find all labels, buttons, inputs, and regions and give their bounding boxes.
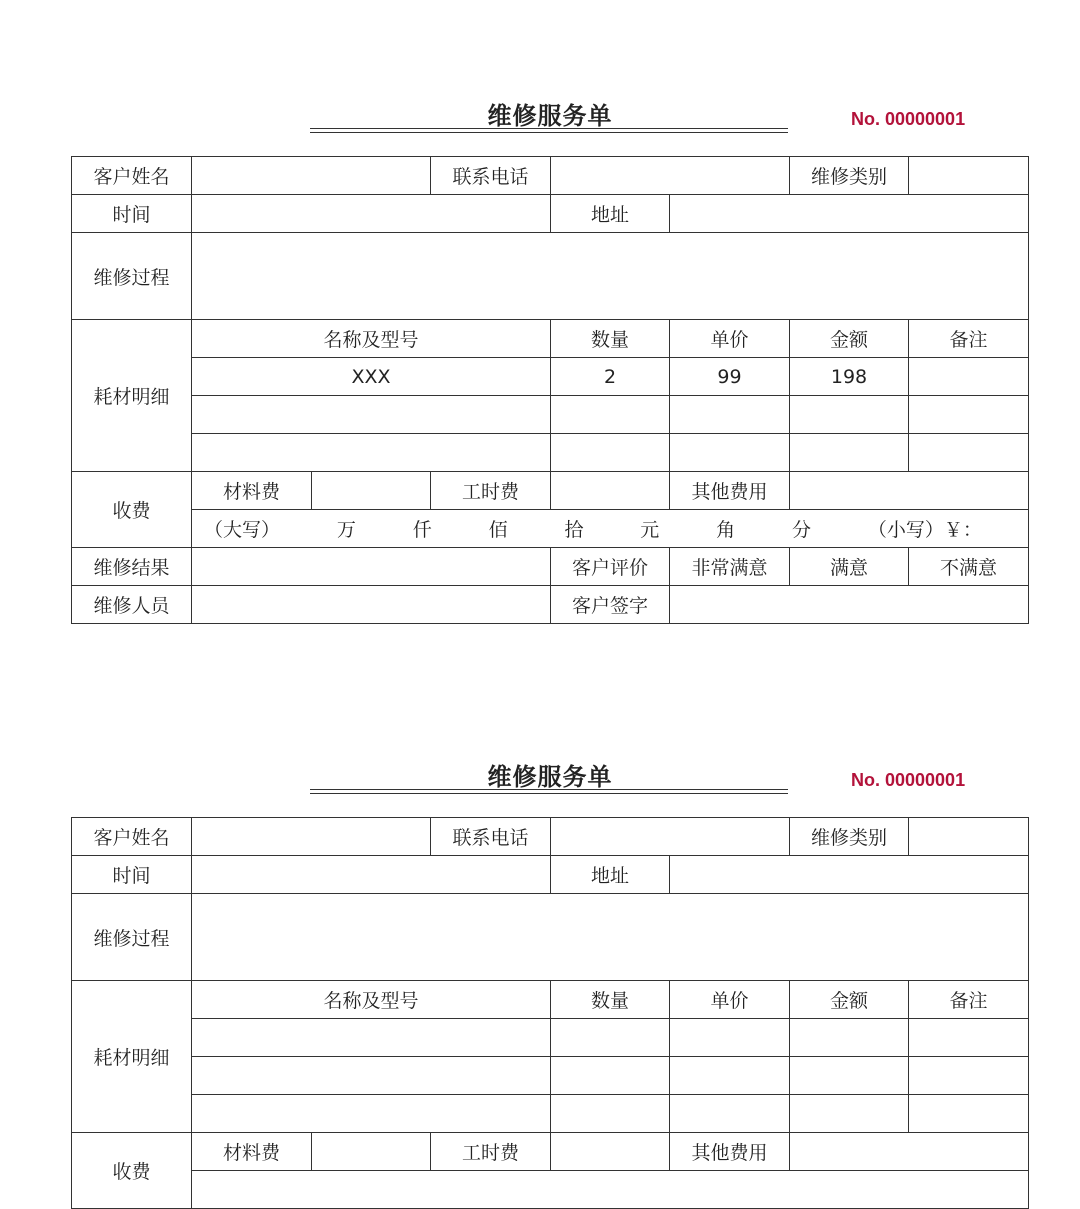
other-fee-label: 其他费用: [670, 1133, 790, 1171]
material-note-cell[interactable]: [909, 1095, 1029, 1133]
material-name-cell[interactable]: [192, 1019, 551, 1057]
repair-process-label: 维修过程: [72, 894, 192, 981]
labor-fee-label: 工时费: [431, 472, 551, 510]
material-name-cell[interactable]: [192, 1095, 551, 1133]
amount-uppercase-label: （大写）: [204, 519, 281, 541]
unit-yuan: 元: [640, 519, 660, 541]
repair-process-field[interactable]: [192, 233, 1029, 320]
material-note-cell[interactable]: [909, 1057, 1029, 1095]
repair-type-label: 维修类别: [790, 818, 909, 856]
material-qty-cell[interactable]: [551, 1095, 670, 1133]
other-fee-field[interactable]: [790, 1133, 1029, 1171]
material-header-amount: 金额: [790, 320, 909, 358]
time-label: 时间: [72, 195, 192, 233]
unit-bai: 佰: [488, 519, 508, 541]
customer-signature-field[interactable]: [670, 586, 1029, 624]
customer-name-label: 客户姓名: [72, 818, 192, 856]
serial-number: No. 00000001: [851, 770, 966, 790]
form-title: 维修服务单: [487, 102, 613, 130]
other-fee-label: 其他费用: [670, 472, 790, 510]
material-row: [72, 434, 1029, 472]
phone-label: 联系电话: [431, 157, 551, 195]
material-qty-cell[interactable]: [551, 396, 670, 434]
material-amount-cell[interactable]: [790, 396, 909, 434]
time-field[interactable]: [192, 856, 551, 894]
amount-in-words: [192, 515, 1028, 542]
material-price-cell[interactable]: [670, 1019, 790, 1057]
material-header-price: 单价: [670, 320, 790, 358]
material-name-cell[interactable]: XXX: [192, 358, 551, 396]
material-header-note: 备注: [909, 320, 1029, 358]
customer-name-field[interactable]: [192, 818, 431, 856]
material-note-cell[interactable]: [909, 434, 1029, 472]
time-label: 时间: [72, 856, 192, 894]
materials-label: 耗材明细: [72, 981, 192, 1133]
material-header-qty: 数量: [551, 320, 670, 358]
repair-result-field[interactable]: [192, 548, 551, 586]
material-qty-cell[interactable]: [551, 434, 670, 472]
repair-type-field[interactable]: [909, 818, 1029, 856]
material-note-cell[interactable]: [909, 1019, 1029, 1057]
labor-fee-label: 工时费: [431, 1133, 551, 1171]
repair-process-label: 维修过程: [72, 233, 192, 320]
material-amount-cell[interactable]: [790, 1095, 909, 1133]
repair-staff-field[interactable]: [192, 586, 551, 624]
unit-qian: 仟: [412, 519, 432, 541]
repair-process-field[interactable]: [192, 894, 1029, 981]
material-header-name: 名称及型号: [192, 320, 551, 358]
amount-in-words-field[interactable]: [192, 510, 1029, 548]
form-title: 维修服务单: [487, 763, 613, 791]
charges-label: 收费: [72, 472, 192, 548]
material-name-cell[interactable]: [192, 1057, 551, 1095]
amount-in-words-field[interactable]: [192, 1171, 1029, 1209]
material-fee-label: 材料费: [192, 472, 312, 510]
customer-signature-label: 客户签字: [551, 586, 670, 624]
address-label: 地址: [551, 856, 670, 894]
service-table: [71, 817, 1029, 1209]
title-underline: [310, 789, 788, 794]
material-note-cell[interactable]: [909, 358, 1029, 396]
amount-lowercase-label: （小写）￥：: [867, 519, 982, 541]
material-amount-cell[interactable]: [790, 1057, 909, 1095]
repair-type-field[interactable]: [909, 157, 1029, 195]
material-row: [72, 1019, 1029, 1057]
material-price-cell[interactable]: [670, 1095, 790, 1133]
material-row: [72, 396, 1029, 434]
material-fee-field[interactable]: [312, 1133, 431, 1171]
material-price-cell[interactable]: [670, 434, 790, 472]
address-label: 地址: [551, 195, 670, 233]
labor-fee-field[interactable]: [551, 1133, 670, 1171]
phone-field[interactable]: [551, 157, 790, 195]
unit-jiao: 角: [716, 519, 736, 541]
material-header-note: 备注: [909, 981, 1029, 1019]
repair-type-label: 维修类别: [790, 157, 909, 195]
material-row: [72, 1095, 1029, 1133]
time-field[interactable]: [192, 195, 551, 233]
materials-label: 耗材明细: [72, 320, 192, 472]
material-amount-cell[interactable]: 198: [790, 358, 909, 396]
rating-very-satisfied[interactable]: 非常满意: [670, 548, 790, 586]
phone-field[interactable]: [551, 818, 790, 856]
material-note-cell[interactable]: [909, 396, 1029, 434]
customer-rating-label: 客户评价: [551, 548, 670, 586]
material-header-qty: 数量: [551, 981, 670, 1019]
rating-unsatisfied[interactable]: 不满意: [909, 548, 1029, 586]
serial-number: No. 00000001: [851, 109, 966, 129]
material-amount-cell[interactable]: [790, 1019, 909, 1057]
material-header-price: 单价: [670, 981, 790, 1019]
labor-fee-field[interactable]: [551, 472, 670, 510]
material-amount-cell[interactable]: [790, 434, 909, 472]
material-name-cell[interactable]: [192, 396, 551, 434]
address-field[interactable]: [670, 856, 1029, 894]
customer-name-label: 客户姓名: [72, 157, 192, 195]
unit-wan: 万: [336, 519, 356, 541]
address-field[interactable]: [670, 195, 1029, 233]
material-header-name: 名称及型号: [192, 981, 551, 1019]
phone-label: 联系电话: [431, 818, 551, 856]
material-row: [72, 358, 1029, 396]
repair-result-label: 维修结果: [72, 548, 192, 586]
repair-staff-label: 维修人员: [72, 586, 192, 624]
unit-fen: 分: [792, 519, 812, 541]
material-price-cell[interactable]: [670, 1057, 790, 1095]
material-price-cell[interactable]: 99: [670, 358, 790, 396]
material-qty-cell[interactable]: [551, 1019, 670, 1057]
rating-satisfied[interactable]: 满意: [790, 548, 909, 586]
material-row: [72, 1057, 1029, 1095]
other-fee-field[interactable]: [790, 472, 1029, 510]
material-fee-field[interactable]: [312, 472, 431, 510]
material-fee-label: 材料费: [192, 1133, 312, 1171]
unit-shi: 拾: [564, 519, 584, 541]
material-header-amount: 金额: [790, 981, 909, 1019]
service-table: [71, 156, 1029, 624]
material-qty-cell[interactable]: 2: [551, 358, 670, 396]
material-qty-cell[interactable]: [551, 1057, 670, 1095]
title-underline: [310, 128, 788, 133]
material-price-cell[interactable]: [670, 396, 790, 434]
material-name-cell[interactable]: [192, 434, 551, 472]
customer-name-field[interactable]: [192, 157, 431, 195]
charges-label: 收费: [72, 1133, 192, 1209]
